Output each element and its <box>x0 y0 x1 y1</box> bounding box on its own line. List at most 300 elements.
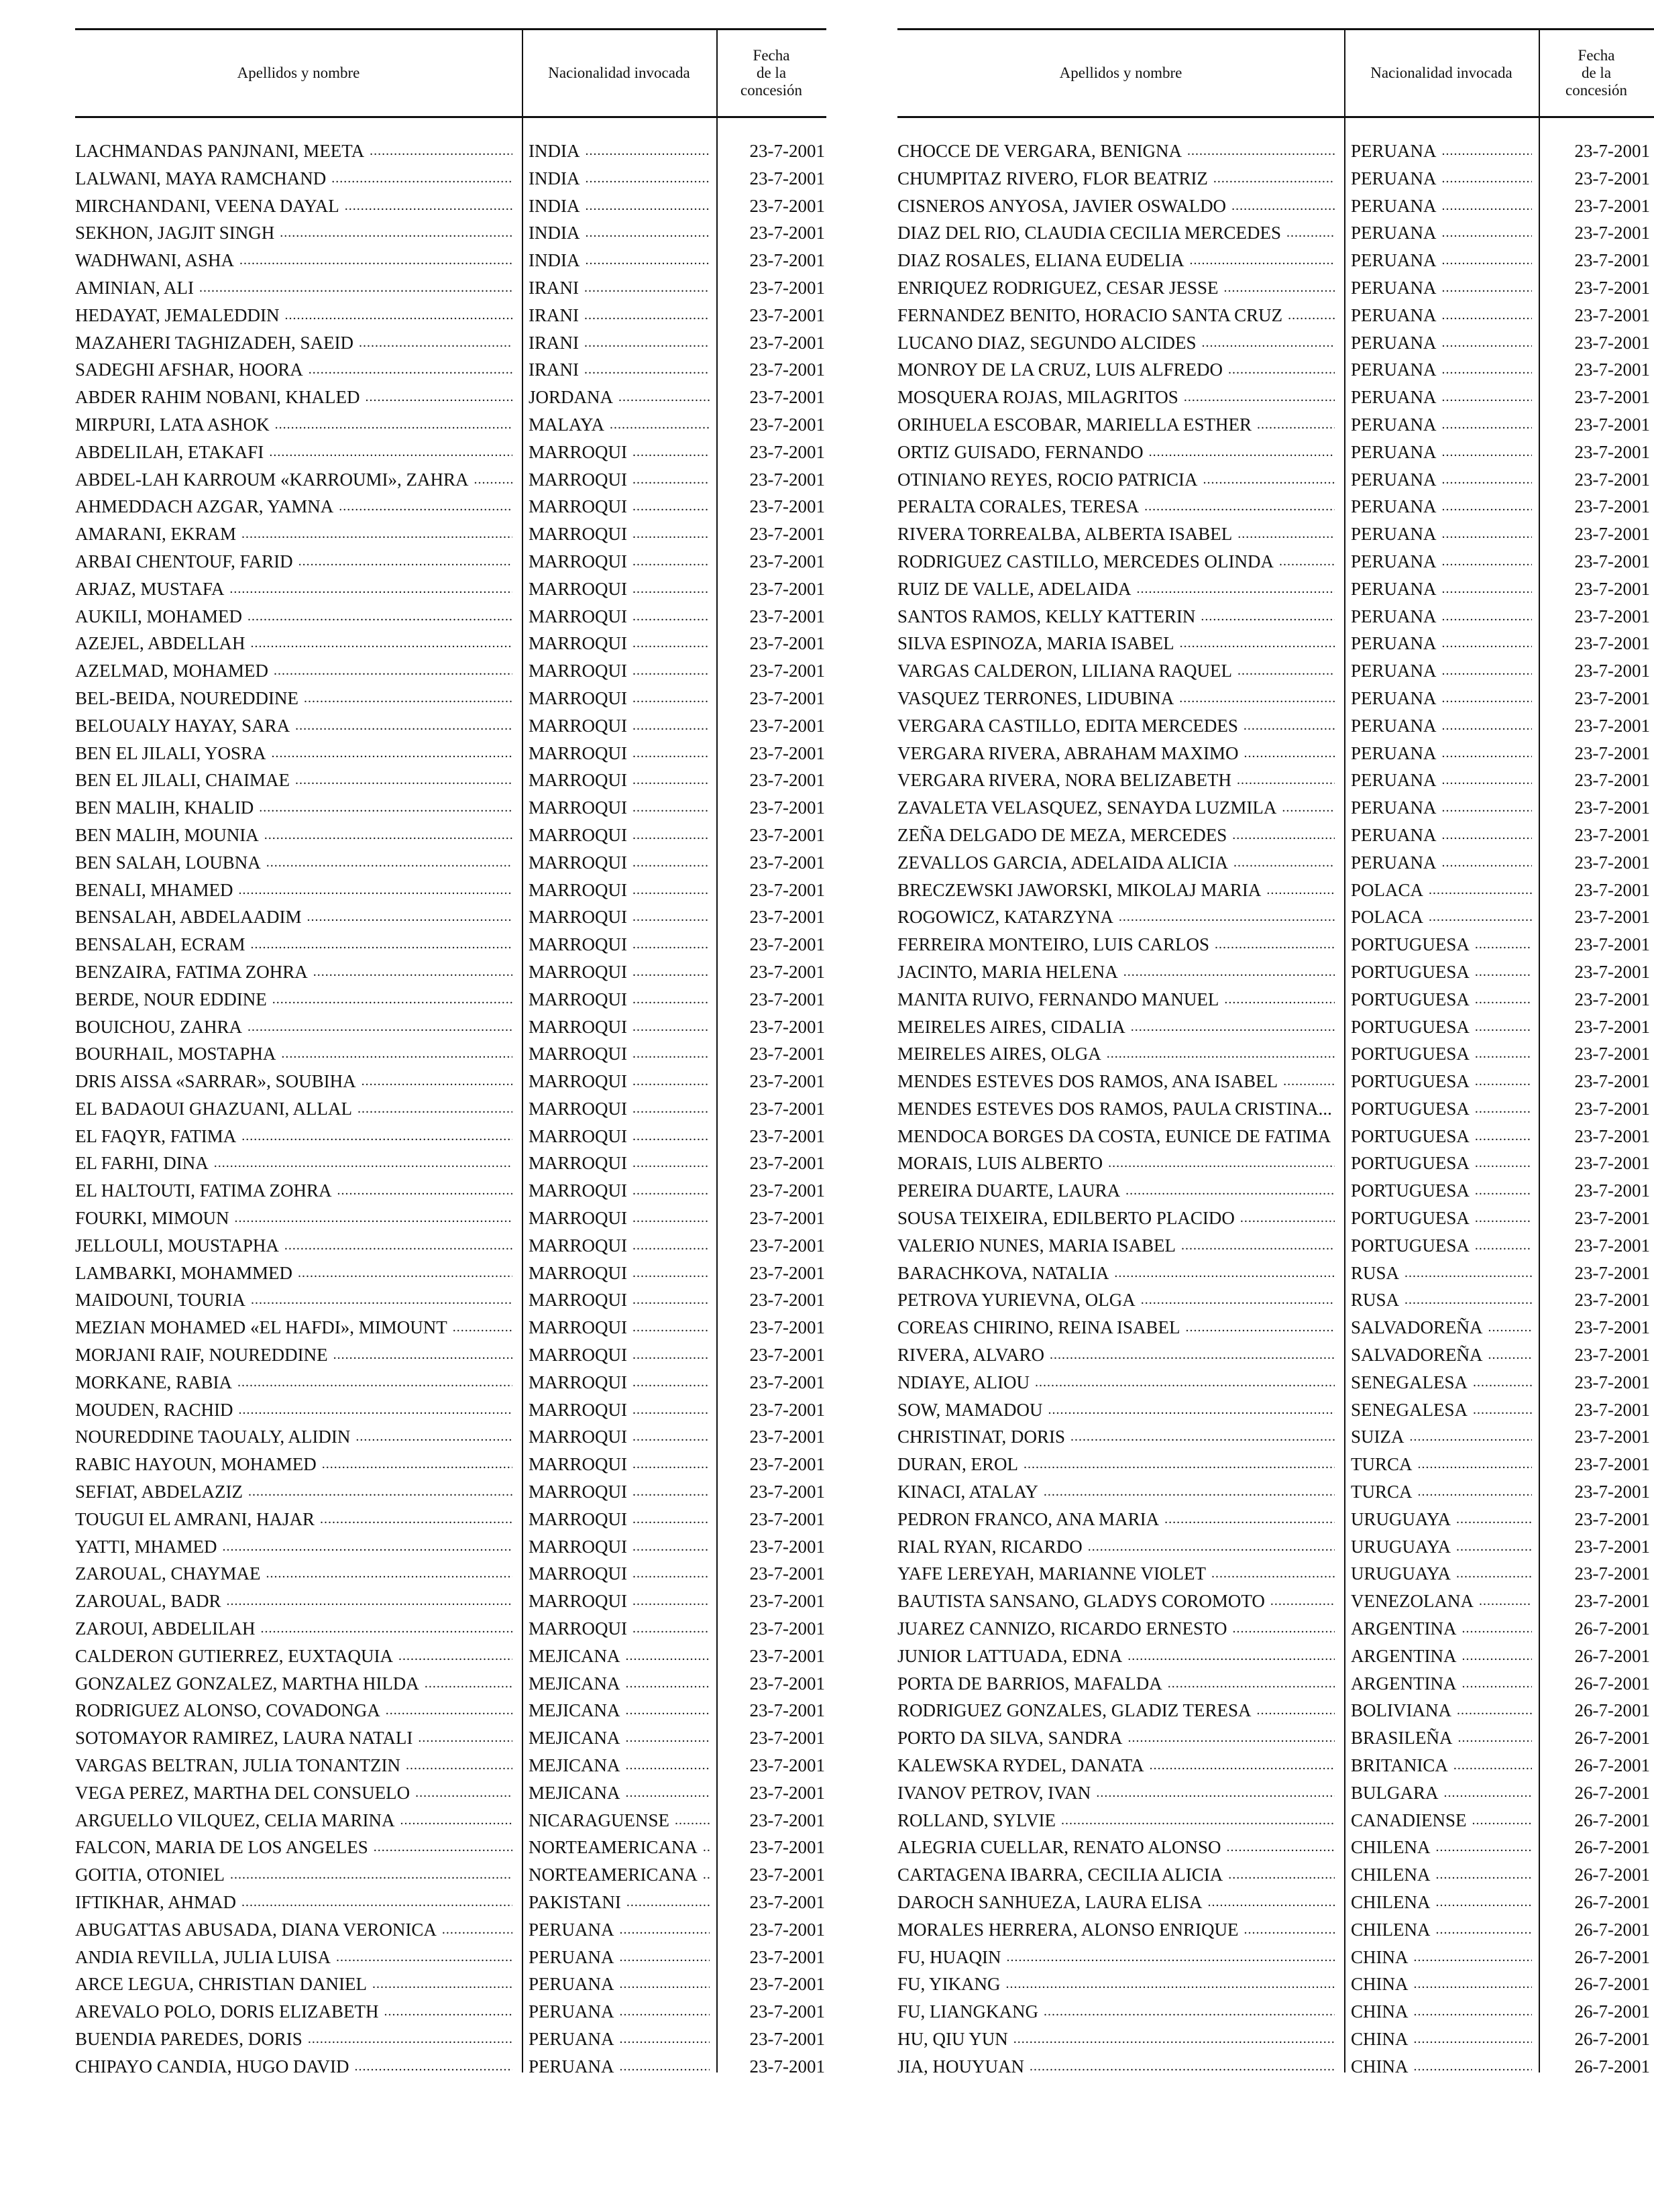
nationality-cell <box>1351 740 1535 767</box>
dot-leader <box>1244 1916 1335 1944</box>
concession-date: 23-7-2001 <box>749 715 825 736</box>
nationality: BRITANICA <box>1351 1755 1448 1776</box>
table-row <box>897 1724 1654 1752</box>
person-name: FERNANDEZ BENITO, HORACIO SANTA CRUZ <box>897 305 1283 325</box>
nationality-cell <box>529 1533 712 1561</box>
nationality: MARROQUI <box>529 879 628 900</box>
nationality-cell <box>529 165 712 192</box>
nationality-cell <box>1351 1177 1535 1205</box>
person-name-cell <box>897 877 1337 904</box>
dot-leader <box>632 1123 710 1150</box>
dot-leader <box>239 1396 513 1424</box>
nationality-cell <box>529 1177 712 1205</box>
concession-date: 26-7-2001 <box>1574 1700 1650 1721</box>
concession-date: 23-7-2001 <box>749 1892 825 1912</box>
dot-leader <box>632 603 710 630</box>
person-name: BEN EL JILALI, CHAIMAE <box>75 770 290 791</box>
dot-leader <box>632 548 710 575</box>
nationality: MARROQUI <box>529 989 628 1009</box>
nationality-cell <box>529 329 712 357</box>
table-row <box>897 1588 1654 1615</box>
nationality: PERUANA <box>1351 387 1437 408</box>
nationality: MARROQUI <box>529 961 628 982</box>
nationality: MARROQUI <box>529 1618 628 1639</box>
dot-leader <box>1435 1889 1532 1916</box>
dot-leader <box>415 1779 512 1807</box>
concession-date: 23-7-2001 <box>1574 1044 1650 1064</box>
person-name-cell <box>897 849 1337 877</box>
dot-leader <box>1187 137 1335 165</box>
table-row <box>897 1944 1654 1971</box>
header-nationality: Nacionalidad invocada <box>1370 64 1512 81</box>
person-name-cell <box>75 1779 515 1807</box>
dot-leader <box>626 1670 710 1698</box>
dot-leader <box>1006 1971 1335 1998</box>
dot-leader <box>1030 2053 1335 2081</box>
dot-leader <box>1435 1834 1532 1861</box>
dot-leader <box>307 903 513 931</box>
nationality: IRANI <box>529 277 579 298</box>
nationality: IRANI <box>529 332 579 353</box>
person-name-cell <box>897 1588 1337 1615</box>
table-row <box>75 1369 826 1396</box>
concession-date: 23-7-2001 <box>1574 989 1650 1009</box>
concession-date: 23-7-2001 <box>1574 223 1650 243</box>
table-row <box>75 1068 826 1095</box>
dot-leader <box>1256 1697 1335 1724</box>
nationality-cell <box>529 274 712 302</box>
dot-leader <box>1237 520 1335 548</box>
concession-date: 23-7-2001 <box>1574 1482 1650 1502</box>
table-row <box>75 1916 826 1944</box>
dot-leader <box>1131 1013 1335 1041</box>
dot-leader <box>632 740 710 767</box>
nationality: CHILENA <box>1351 1919 1431 1940</box>
concession-date: 23-7-2001 <box>749 797 825 818</box>
person-name: RODRIGUEZ GONZALES, GLADIZ TERESA <box>897 1700 1252 1721</box>
table-row <box>897 356 1654 384</box>
concession-date: 23-7-2001 <box>1574 824 1650 845</box>
nationality-cell <box>1351 877 1535 904</box>
person-name: MOSQUERA ROJAS, MILAGRITOS <box>897 387 1178 408</box>
dot-leader <box>1286 219 1335 247</box>
person-name-cell <box>75 822 515 849</box>
dot-leader <box>1150 1752 1335 1779</box>
nationality: PERUANA <box>529 2056 614 2077</box>
dot-leader <box>1442 466 1532 494</box>
concession-date: 23-7-2001 <box>749 1837 825 1858</box>
concession-date: 26-7-2001 <box>1574 1728 1650 1749</box>
table-row <box>75 1013 826 1041</box>
nationality: MARROQUI <box>529 1317 628 1338</box>
dot-leader <box>632 1205 710 1232</box>
dot-leader <box>259 794 512 822</box>
dot-leader <box>620 1944 710 1971</box>
dot-leader <box>1013 2026 1335 2053</box>
dot-leader <box>632 1588 710 1615</box>
table-row <box>897 1040 1654 1068</box>
dot-leader <box>632 575 710 603</box>
table-row <box>75 302 826 329</box>
nationality: MARROQUI <box>529 1153 628 1174</box>
nationality-cell <box>529 466 712 494</box>
table-row <box>75 657 826 685</box>
person-name: SEKHON, JAGJIT SINGH <box>75 223 275 243</box>
dot-leader <box>584 302 710 329</box>
table-row <box>75 2026 826 2053</box>
nationality: POLACA <box>1351 907 1424 928</box>
dot-leader <box>1462 1643 1532 1670</box>
table-row <box>897 466 1654 494</box>
nationality: PERUANA <box>1351 360 1437 380</box>
dot-leader <box>1442 219 1532 247</box>
person-name-cell <box>75 1834 515 1861</box>
person-name: FERREIRA MONTEIRO, LUIS CARLOS <box>897 934 1210 955</box>
person-name: FU, YIKANG <box>897 1974 1001 1995</box>
nationality-cell <box>1351 493 1535 520</box>
nationality: PORTUGUESA <box>1351 1125 1470 1146</box>
person-name-cell <box>75 439 515 466</box>
person-name: ZAROUAL, BADR <box>75 1591 221 1612</box>
person-name: AZEJEL, ABDELLAH <box>75 633 245 654</box>
concession-date: 23-7-2001 <box>1574 1563 1650 1584</box>
concession-date: 23-7-2001 <box>749 1454 825 1475</box>
person-name-cell <box>75 411 515 439</box>
person-name: DIAZ DEL RIO, CLAUDIA CECILIA MERCEDES <box>897 223 1281 243</box>
person-name: CALDERON GUTIERREZ, EUXTAQUIA <box>75 1645 394 1666</box>
person-name-cell <box>75 2053 515 2081</box>
nationality: PERUANA <box>1351 661 1437 681</box>
concession-date: 23-7-2001 <box>749 2028 825 2049</box>
dot-leader <box>1232 822 1335 849</box>
concession-date: 23-7-2001 <box>1574 1317 1650 1338</box>
dot-leader <box>1114 1260 1335 1287</box>
nationality-cell <box>529 384 712 411</box>
table-row <box>897 1150 1654 1177</box>
person-name: BEN MALIH, KHALID <box>75 797 254 818</box>
concession-date: 26-7-2001 <box>1574 1974 1650 1995</box>
dot-leader <box>1215 931 1335 958</box>
person-name: MENDES ESTEVES DOS RAMOS, PAULA CRISTINA... <box>897 1098 1332 1119</box>
nationality: RUSA <box>1351 1262 1400 1283</box>
table-row <box>75 767 826 794</box>
dot-leader <box>1288 302 1335 329</box>
nationality-cell <box>529 1150 712 1177</box>
concession-date: 23-7-2001 <box>749 1208 825 1229</box>
dot-leader <box>632 958 710 986</box>
concession-date: 23-7-2001 <box>749 305 825 325</box>
person-name: MENDOCA BORGES DA COSTA, EUNICE DE FATIMA <box>897 1125 1331 1146</box>
nationality-cell <box>529 822 712 849</box>
concession-date: 23-7-2001 <box>749 633 825 654</box>
right-table <box>897 28 1654 2077</box>
person-name: BRECZEWSKI JAWORSKI, MIKOLAJ MARIA <box>897 879 1262 900</box>
dot-leader <box>281 1040 512 1068</box>
concession-date: 23-7-2001 <box>1574 687 1650 708</box>
header-date <box>716 30 826 116</box>
table-row <box>75 1752 826 1779</box>
dot-leader <box>241 1123 512 1150</box>
concession-date: 23-7-2001 <box>749 441 825 462</box>
concession-date: 26-7-2001 <box>1574 1946 1650 1967</box>
dot-leader <box>632 903 710 931</box>
nationality-cell <box>1351 219 1535 247</box>
nationality-cell <box>529 1697 712 1724</box>
person-name-cell <box>75 712 515 740</box>
nationality-cell <box>1351 329 1535 357</box>
person-name-cell <box>75 1724 515 1752</box>
table-row <box>75 1150 826 1177</box>
dot-leader <box>223 1533 513 1561</box>
table-row <box>897 137 1654 165</box>
person-name: BENZAIRA, FATIMA ZOHRA <box>75 961 308 982</box>
dot-leader <box>632 1314 710 1341</box>
concession-date: 23-7-2001 <box>749 1153 825 1174</box>
concession-date: 23-7-2001 <box>1574 441 1650 462</box>
person-name: TOUGUI EL AMRANI, HAJAR <box>75 1508 315 1529</box>
table-row <box>75 685 826 712</box>
concession-date: 23-7-2001 <box>1574 852 1650 873</box>
person-name-cell <box>897 1779 1337 1807</box>
table-row <box>75 1205 826 1232</box>
table-row <box>75 1533 826 1561</box>
person-name-cell <box>75 1205 515 1232</box>
concession-date: 23-7-2001 <box>749 907 825 928</box>
dot-leader <box>1442 794 1532 822</box>
dot-leader <box>272 986 512 1013</box>
concession-date: 23-7-2001 <box>749 1290 825 1311</box>
person-name: DRIS AISSA «SARRAR», SOUBIHA <box>75 1071 356 1092</box>
concession-date: 23-7-2001 <box>749 1536 825 1557</box>
table-header <box>897 28 1654 118</box>
nationality: MARROQUI <box>529 469 628 490</box>
table-row <box>897 794 1654 822</box>
person-name: COREAS CHIRINO, REINA ISABEL <box>897 1317 1180 1338</box>
nationality: MARROQUI <box>529 1125 628 1146</box>
person-name-cell <box>897 986 1337 1013</box>
person-name: BEL-BEIDA, NOUREDDINE <box>75 687 298 708</box>
table-row <box>897 548 1654 575</box>
table-row <box>75 329 826 357</box>
dot-leader <box>406 1752 512 1779</box>
nationality-cell <box>1351 247 1535 274</box>
nationality: MARROQUI <box>529 1262 628 1283</box>
person-name-cell <box>897 630 1337 657</box>
dot-leader <box>1475 1013 1532 1041</box>
nationality-cell <box>529 1615 712 1643</box>
table-row <box>897 740 1654 767</box>
nationality-cell <box>1351 2026 1535 2053</box>
dot-leader <box>362 1068 512 1095</box>
nationality-cell <box>529 356 712 384</box>
dot-leader <box>359 329 512 357</box>
person-name-cell <box>75 1944 515 1971</box>
dot-leader <box>295 767 512 794</box>
nationality-cell <box>1351 1123 1535 1150</box>
nationality: BULGARA <box>1351 1782 1439 1803</box>
concession-date: 23-7-2001 <box>749 879 825 900</box>
person-name-cell <box>897 1451 1337 1478</box>
dot-leader <box>1444 1779 1532 1807</box>
dot-leader <box>337 1177 513 1205</box>
person-name-cell <box>75 247 515 274</box>
concession-date: 23-7-2001 <box>1574 1427 1650 1447</box>
table-row <box>75 1670 826 1698</box>
person-name: KALEWSKA RYDEL, DANATA <box>897 1755 1144 1776</box>
concession-date: 23-7-2001 <box>749 1427 825 1447</box>
concession-date: 23-7-2001 <box>749 250 825 271</box>
person-name: MENDES ESTEVES DOS RAMOS, ANA ISABEL <box>897 1071 1278 1092</box>
dot-leader <box>304 685 512 712</box>
concession-date: 23-7-2001 <box>749 1645 825 1666</box>
person-name-cell <box>897 1369 1337 1396</box>
nationality-cell <box>1351 1861 1535 1889</box>
dot-leader <box>1435 1861 1532 1889</box>
concession-date: 23-7-2001 <box>749 852 825 873</box>
nationality: PERUANA <box>529 1946 614 1967</box>
person-name: PORTA DE BARRIOS, MAFALDA <box>897 1673 1162 1694</box>
nationality: CHILENA <box>1351 1892 1431 1912</box>
person-name-cell <box>75 986 515 1013</box>
table-row <box>75 247 826 274</box>
person-name: CARTAGENA IBARRA, CECILIA ALICIA <box>897 1865 1223 1885</box>
concession-date: 23-7-2001 <box>1574 1454 1650 1475</box>
nationality: MARROQUI <box>529 1591 628 1612</box>
concession-date: 23-7-2001 <box>1574 250 1650 271</box>
nationality: PERUANA <box>1351 606 1437 626</box>
nationality: PORTUGUESA <box>1351 1235 1470 1256</box>
concession-date: 23-7-2001 <box>749 496 825 517</box>
nationality-cell <box>529 1779 712 1807</box>
table-row <box>75 1314 826 1341</box>
dot-leader <box>632 1506 710 1533</box>
person-name: RODRIGUEZ ALONSO, COVADONGA <box>75 1700 380 1721</box>
dot-leader <box>1070 1423 1335 1451</box>
nationality-cell <box>1351 192 1535 220</box>
person-name-cell <box>75 1916 515 1944</box>
dot-leader <box>585 137 710 165</box>
nationality-cell <box>1351 1232 1535 1260</box>
person-name-cell <box>75 1971 515 1998</box>
person-name-cell <box>897 1861 1337 1889</box>
table-row <box>897 274 1654 302</box>
person-name-cell <box>897 903 1337 931</box>
dot-leader <box>235 1205 512 1232</box>
person-name: BEN EL JILALI, YOSRA <box>75 742 266 763</box>
concession-date: 23-7-2001 <box>749 961 825 982</box>
nationality: CHILENA <box>1351 1865 1431 1885</box>
table-row <box>897 1095 1654 1123</box>
nationality: MALAYA <box>529 414 605 435</box>
person-name: CISNEROS ANYOSA, JAVIER OSWALDO <box>897 195 1227 216</box>
table-row <box>75 958 826 986</box>
table-row <box>897 520 1654 548</box>
concession-date: 23-7-2001 <box>1574 742 1650 763</box>
table-row <box>897 1068 1654 1095</box>
nationality: PERUANA <box>1351 633 1437 654</box>
person-name: WADHWANI, ASHA <box>75 250 234 271</box>
person-name-cell <box>75 1177 515 1205</box>
concession-date: 23-7-2001 <box>1574 1235 1650 1256</box>
concession-date: 23-7-2001 <box>749 1317 825 1338</box>
table-row <box>75 1478 826 1506</box>
person-name: EL HALTOUTI, FATIMA ZOHRA <box>75 1180 332 1201</box>
concession-date: 23-7-2001 <box>1574 496 1650 517</box>
table-header <box>75 28 826 118</box>
dot-leader <box>1044 1478 1335 1506</box>
dot-leader <box>298 1260 512 1287</box>
dot-leader <box>703 1861 710 1889</box>
person-name-cell <box>75 1889 515 1916</box>
person-name: MIRPURI, LATA ASHOK <box>75 414 270 435</box>
concession-date: 23-7-2001 <box>1574 1180 1650 1201</box>
table-row <box>897 1998 1654 2026</box>
concession-date: 23-7-2001 <box>1574 360 1650 380</box>
header-date-line1: Fecha <box>1578 47 1615 64</box>
person-name-cell <box>897 1971 1337 1998</box>
nationality-cell <box>1351 1341 1535 1369</box>
dot-leader <box>620 2026 710 2053</box>
nationality: MARROQUI <box>529 770 628 791</box>
nationality: MEJICANA <box>529 1700 620 1721</box>
nationality-cell <box>1351 1396 1535 1424</box>
nationality: SALVADOREÑA <box>1351 1345 1483 1366</box>
nationality: PERUANA <box>1351 687 1437 708</box>
nationality: PAKISTANI <box>529 1892 621 1912</box>
person-name: IVANOV PETROV, IVAN <box>897 1782 1091 1803</box>
concession-date: 26-7-2001 <box>1574 1919 1650 1940</box>
person-name-cell <box>897 1040 1337 1068</box>
table-row <box>897 219 1654 247</box>
person-name-cell <box>897 958 1337 986</box>
nationality-cell <box>1351 356 1535 384</box>
person-name-cell <box>75 520 515 548</box>
person-name: DAROCH SANHUEZA, LAURA ELISA <box>897 1892 1203 1912</box>
nationality-cell <box>529 1643 712 1670</box>
concession-date: 23-7-2001 <box>749 687 825 708</box>
dot-leader <box>632 1177 710 1205</box>
nationality-cell <box>529 657 712 685</box>
nationality: MARROQUI <box>529 1454 628 1475</box>
person-name: SOW, MAMADOU <box>897 1399 1043 1420</box>
concession-date: 23-7-2001 <box>749 1262 825 1283</box>
nationality: MARROQUI <box>529 824 628 845</box>
person-name-cell <box>897 1232 1337 1260</box>
nationality: MARROQUI <box>529 496 628 517</box>
person-name: DIAZ ROSALES, ELIANA EUDELIA <box>897 250 1184 271</box>
person-name-cell <box>897 1916 1337 1944</box>
nationality: VENEZOLANA <box>1351 1591 1474 1612</box>
table-row <box>897 712 1654 740</box>
dot-leader <box>632 520 710 548</box>
person-name-cell <box>897 685 1337 712</box>
person-name: BERDE, NOUR EDDINE <box>75 989 267 1009</box>
table-row <box>897 657 1654 685</box>
table-row <box>75 274 826 302</box>
person-name: YATTI, MHAMED <box>75 1536 217 1557</box>
dot-leader <box>1442 356 1532 384</box>
person-name-cell <box>897 548 1337 575</box>
person-name: ARGUELLO VILQUEZ, CELIA MARINA <box>75 1810 395 1830</box>
person-name-cell <box>75 137 515 165</box>
dot-leader <box>610 411 710 439</box>
person-name-cell <box>75 630 515 657</box>
table-row <box>75 603 826 630</box>
person-name: ANDIA REVILLA, JULIA LUISA <box>75 1946 331 1967</box>
nationality: PERUANA <box>1351 277 1437 298</box>
nationality-cell <box>1351 849 1535 877</box>
dot-leader <box>585 165 710 192</box>
